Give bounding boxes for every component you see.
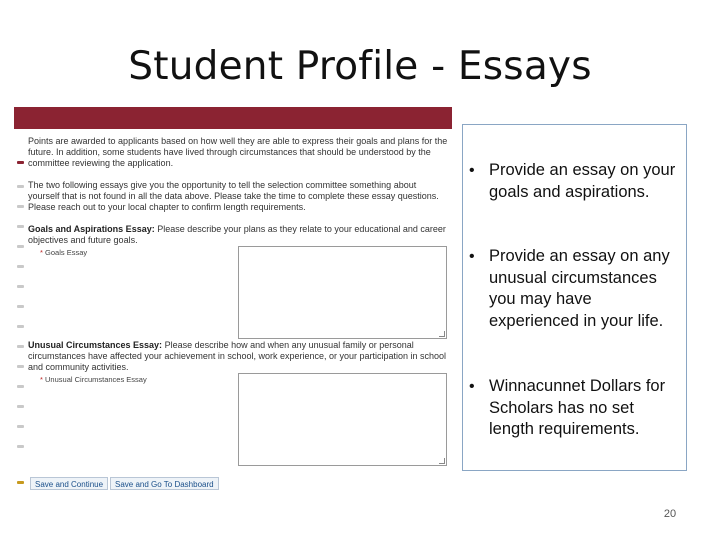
rail-marker-highlight[interactable]: [17, 481, 24, 484]
rail-marker[interactable]: [17, 425, 24, 428]
left-navigation-rail: [14, 129, 28, 490]
note-item: [469, 160, 681, 203]
unusual-essay-prompt: [28, 340, 448, 373]
unusual-essay-prompt-text: Please describe how and when any unusual family or personal circumstances have affected your achievement in school, work experience, or your participation in school and community activities.: [28, 340, 447, 372]
rail-marker-active[interactable]: [17, 161, 24, 164]
note-item: [469, 376, 681, 441]
resize-handle-icon[interactable]: [439, 331, 445, 337]
form-header-bar: [14, 107, 452, 129]
rail-marker[interactable]: [17, 325, 24, 328]
save-and-go-to-dashboard-button[interactable]: Save and Go To Dashboard: [110, 477, 219, 490]
note-text: Provide an essay on any unusual circumstances you may have experienced in your life.: [489, 247, 670, 330]
rail-marker[interactable]: [17, 205, 24, 208]
instructions-paragraph: The two following essays give you the opportunity to tell the selection committee something about yourself that is not found in all the data above. Please take the time to complete these essay questions. Please reach out to your local chapter to confirm length requirements.: [28, 180, 439, 212]
rail-marker[interactable]: [17, 445, 24, 448]
bullet-icon: •: [469, 162, 475, 179]
rail-marker[interactable]: [17, 225, 24, 228]
slide-title: Student Profile - Essays: [128, 44, 592, 89]
required-marker: *: [40, 375, 43, 384]
essay-form-screenshot: [14, 107, 452, 490]
unusual-essay-textarea[interactable]: [238, 373, 447, 466]
note-item: [469, 246, 681, 332]
rail-marker[interactable]: [17, 185, 24, 188]
rail-marker[interactable]: [17, 365, 24, 368]
rail-marker[interactable]: [17, 405, 24, 408]
goals-essay-prompt-text: Please describe your plans as they relate to your educational and career objectives and future goals.: [28, 224, 446, 245]
rail-marker[interactable]: [17, 385, 24, 388]
page-number: 20: [663, 508, 677, 520]
note-text: Winnacunnet Dollars for Scholars has no set length requirements.: [489, 377, 666, 438]
bullet-icon: •: [469, 378, 475, 395]
goals-essay-textarea[interactable]: [238, 246, 447, 339]
intro-paragraph: Points are awarded to applicants based on how well they are able to express their goals and plans for the future. In addition, some students have lived through circumstances that should be understood by the committee reviewing the application.: [28, 136, 448, 168]
unusual-essay-label: [40, 375, 147, 384]
notes-box: [462, 124, 687, 471]
bullet-icon: •: [469, 248, 475, 265]
rail-marker[interactable]: [17, 285, 24, 288]
unusual-essay-label-text: Unusual Circumstances Essay: [45, 375, 147, 384]
rail-marker[interactable]: [17, 245, 24, 248]
goals-essay-heading: Goals and Aspirations Essay:: [28, 224, 155, 234]
rail-marker[interactable]: [17, 305, 24, 308]
required-marker: *: [40, 248, 43, 257]
goals-essay-label: [40, 248, 87, 257]
note-text: Provide an essay on your goals and aspirations.: [489, 161, 676, 201]
unusual-essay-heading: Unusual Circumstances Essay:: [28, 340, 163, 350]
save-and-continue-button[interactable]: Save and Continue: [30, 477, 108, 490]
goals-essay-prompt: [28, 224, 448, 246]
resize-handle-icon[interactable]: [439, 458, 445, 464]
rail-marker[interactable]: [17, 265, 24, 268]
goals-essay-label-text: Goals Essay: [45, 248, 88, 257]
rail-marker[interactable]: [17, 345, 24, 348]
